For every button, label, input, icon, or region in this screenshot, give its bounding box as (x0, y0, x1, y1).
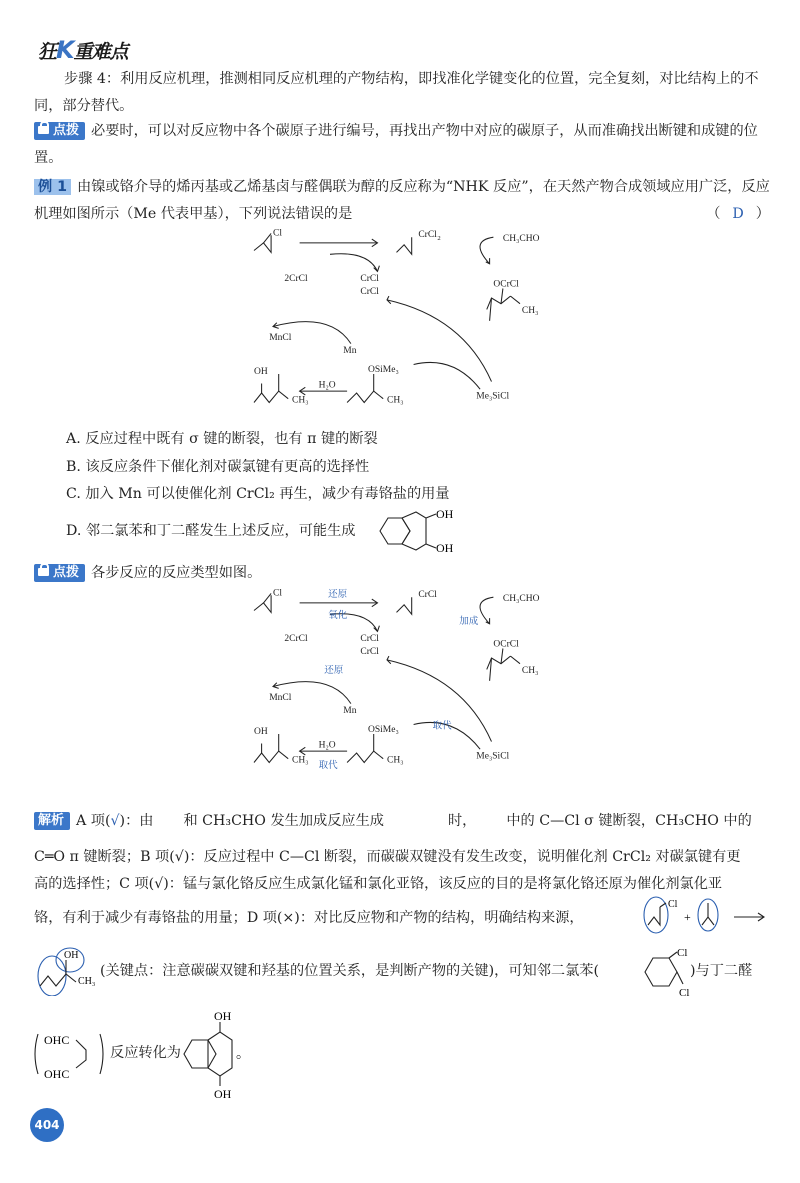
analysis-line4-text: 铬，有利于减少有毒铬盐的用量；D 项(×)：对比反应物和产物的结构，明确结构来源， (34, 910, 584, 926)
s2-crcl3b: CrCl (360, 647, 379, 658)
analysis-badge (34, 812, 70, 830)
mechanism-scheme-1 (236, 222, 576, 412)
product-tetralin-diol (180, 1008, 290, 1100)
s2-mncl2: MnCl (269, 692, 292, 703)
s2-2crcl2: 2CrCl (284, 633, 308, 644)
s2-oh: OH (254, 727, 268, 737)
ohc-1: OHC (44, 1033, 70, 1047)
s2-ch3b: CH₃ (387, 755, 404, 766)
answer-open: （ (706, 206, 721, 222)
s1-2crcl2: 2CrCl (284, 273, 308, 284)
label-add: 加成 (459, 616, 479, 627)
analysis-badge-label: 解析 (38, 813, 65, 828)
tip1-badge (34, 122, 85, 140)
mechanism-scheme-2 (236, 582, 576, 772)
analysis-a-text1: 和 CH₃CHO 发生加成反应生成 (183, 813, 384, 829)
dcb-cl1: Cl (677, 947, 688, 959)
analysis-a-text3: 中的 C—Cl σ 键断裂，CH₃CHO 中的 (506, 813, 752, 829)
product-oh2: OH (214, 1087, 232, 1100)
logo-k: K (56, 36, 74, 64)
succinaldehyde-structure (30, 1024, 110, 1084)
logo-right: 重难点 (73, 41, 128, 63)
option-b: B. 该反应条件下催化剂对碳氯键有更高的选择性 (66, 459, 370, 475)
example-text: 由镍或铬介导的烯丙基或乙烯基卤与醛偶联为醇的反应称为“NHK 反应”，在天然产物合成领域应用广泛，反应机理如图所示（Me 代表甲基），下列说法错误的是 (34, 179, 770, 222)
s1-h2o: H₂O (318, 380, 336, 391)
line4-structures (640, 895, 770, 937)
tip1-badge-label: 点拨 (53, 123, 80, 138)
option-c: C. 加入 Mn 可以使催化剂 CrCl₂ 再生，减少有毒铬盐的用量 (66, 486, 450, 502)
opt-d-oh1: OH (436, 507, 454, 521)
s2-h2o: H₂O (318, 740, 336, 751)
answer-close: ） (755, 206, 770, 222)
analysis-line6: 反应转化为 (110, 1045, 181, 1061)
analysis-a-mark: √ (110, 813, 120, 829)
dcb-cl2: Cl (679, 987, 690, 999)
analysis-line5-end: )与丁二醛 (690, 963, 753, 979)
analysis-line1 (34, 808, 770, 835)
line4-plus: + (684, 910, 691, 924)
analysis-a-text2: 时， (447, 813, 477, 829)
s1-ch3: CH₃ (521, 306, 539, 317)
step4-paragraph: 步骤 4：利用反应机理，推测相同反应机理的产物结构，即找准化学键变化的位置，完全复刻，对比结构上的不同，部分替代。 (34, 71, 759, 114)
page-number: 404 (30, 1108, 64, 1142)
s1-me3sicl: Me₃SiCl (476, 391, 510, 402)
s1-ch3c: CH₃ (292, 395, 309, 406)
lock-icon (38, 126, 49, 134)
logo-left: 狂 (38, 41, 57, 63)
tip1-paragraph (34, 118, 770, 172)
s2-ch3: CH₃ (521, 666, 539, 677)
line5-oh: OH (64, 950, 79, 961)
analysis-line3: 高的选择性；C 项(√)：锰与氯化铬反应生成氯化锰和氯化亚铬，该反应的目的是将氯化铬还原为催化剂氯化亚 (34, 876, 723, 892)
label-reduce2: 还原 (324, 666, 344, 677)
analysis-line2: C═O π 键断裂；B 项(√)：反应过程中 C—Cl 断裂，而碳碳双键没有发生改变，说明催化剂 CrCl₂ 对碳氯键有更 (34, 849, 741, 865)
s2-ocrcl2: OCrCl (493, 639, 519, 650)
label-substitute2: 取代 (318, 761, 338, 772)
analysis-line5: (关键点：注意碳碳双键和羟基的位置关系，是判断产物的关键)，可知邻二氯苯( (100, 963, 599, 979)
s2-cl: Cl (273, 588, 282, 599)
line5-structure (34, 946, 104, 996)
analysis-a-mid: )：由 (119, 813, 154, 829)
line4-cl: Cl (668, 899, 678, 910)
product-period: 。 (236, 1047, 250, 1062)
s1-mn: Mn (343, 346, 357, 357)
ohc-2: OHC (44, 1067, 70, 1081)
line5-ch3: CH₃ (78, 976, 96, 987)
option-d-structure (370, 506, 470, 556)
tip2-badge (34, 564, 85, 582)
product-oh1: OH (214, 1009, 232, 1023)
s2-me3sicl: Me₃SiCl (476, 751, 510, 762)
s1-oh: OH (254, 367, 268, 377)
s2-crcl2: CrCl (418, 590, 437, 601)
label-substitute: 取代 (432, 721, 452, 732)
s1-sub: 2 (437, 235, 441, 243)
s2-ch3c: CH₃ (292, 755, 309, 766)
s2-mn: Mn (343, 706, 357, 717)
s1-crcl2: CrCl (418, 230, 437, 241)
tip1-text: 必要时，可以对反应物中各个碳原子进行编号，再找出产物中对应的碳原子，从而准确找出断键和成键的位置。 (34, 123, 758, 166)
tip2-badge-label: 点拨 (53, 565, 80, 580)
s1-ch3cho: CH₃CHO (502, 234, 540, 244)
dichlorobenzene-structure (635, 944, 695, 1000)
s1-osime3: OSiMe₃ (368, 365, 399, 376)
label-reduce: 还原 (328, 590, 348, 601)
s1-crcl3a: CrCl (360, 273, 379, 284)
lock-icon (38, 568, 49, 576)
opt-d-oh2: OH (436, 541, 454, 555)
s1-ocrcl2: OCrCl (493, 279, 519, 290)
s2-ch3cho: CH₃CHO (502, 594, 540, 604)
example-badge: 例 1 (34, 179, 71, 195)
s2-crcl3a: CrCl (360, 633, 379, 644)
label-oxidize: 氧化 (328, 611, 348, 622)
analysis-a-prefix: A 项( (76, 813, 111, 829)
option-d: D. 邻二氯苯和丁二醛发生上述反应，可能生成 (66, 523, 356, 539)
s1-crcl3b: CrCl (360, 287, 379, 298)
answer-value: D (732, 206, 744, 222)
tip2-text: 各步反应的反应类型如图。 (91, 565, 262, 581)
s1-cl: Cl (273, 228, 282, 239)
s1-mncl2: MnCl (269, 332, 292, 343)
header-logo (38, 36, 128, 64)
s2-osime3: OSiMe₃ (368, 725, 399, 736)
s1-ch3b: CH₃ (387, 395, 404, 406)
option-a: A. 反应过程中既有 σ 键的断裂，也有 π 键的断裂 (66, 431, 378, 447)
